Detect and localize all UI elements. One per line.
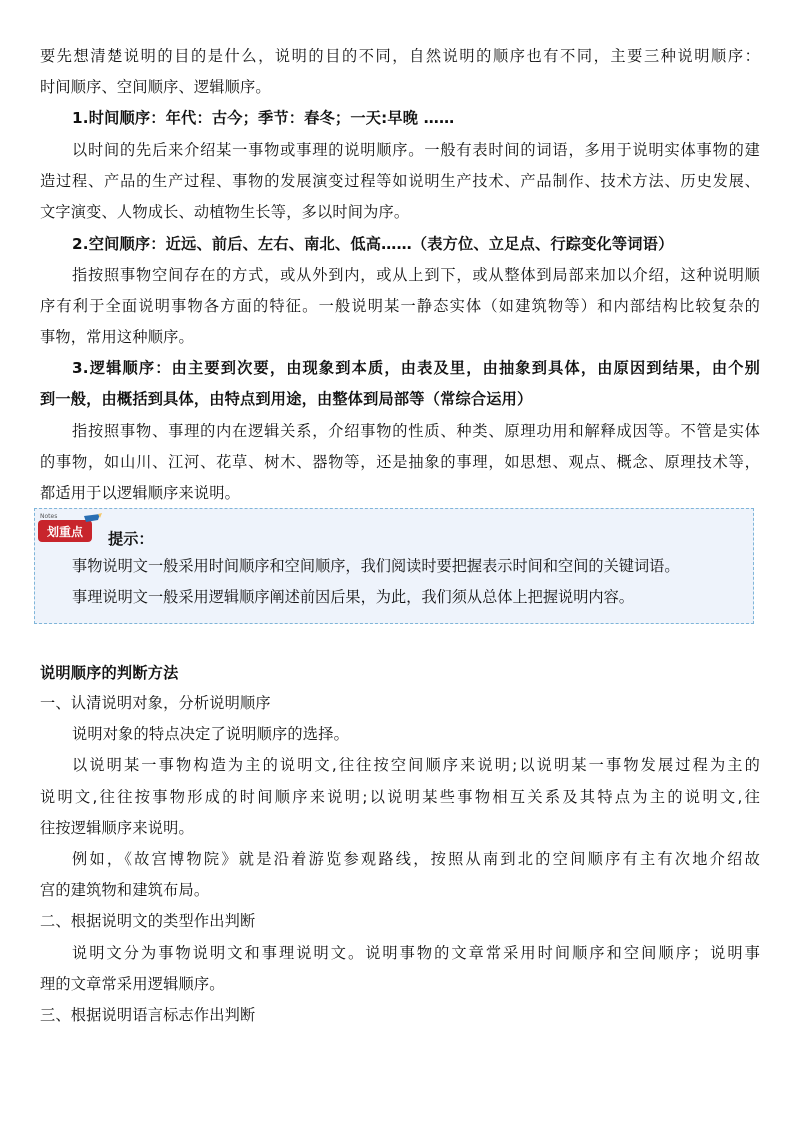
- tip-label: 提示：: [108, 530, 154, 548]
- space-order-body-1: 指按照事物空间存在的方式，或从外到内，或从上到下，或从整体到局部来加以介绍，这种说明顺: [72, 266, 760, 284]
- method-s1-body-4: 往按逻辑顺序来说明。: [40, 819, 194, 837]
- space-order-body-3: 事物，常用这种顺序。: [40, 328, 194, 346]
- time-order-body-3: 文字演变、人物成长、动植物生长等，多以时间为序。: [40, 203, 410, 221]
- method-s1-body-5: 例如，《故宫博物院》就是沿着游览参观路线，按照从南到北的空间顺序有主有次地介绍故: [72, 850, 760, 868]
- badge-pencil-icon: [36, 512, 104, 546]
- tip-line-1: 事物说明文一般采用时间顺序和空间顺序，我们阅读时要把握表示时间和空间的关键词语。: [72, 557, 680, 575]
- method-s2-body-1: 说明文分为事物说明文和事理说明文。说明事物的文章常采用时间顺序和空间顺序；说明事: [72, 944, 760, 962]
- method-s2-heading: 二、根据说明文的类型作出判断: [40, 912, 256, 930]
- time-order-body-1: 以时间的先后来介绍某一事物或事理的说明顺序。一般有表时间的词语，多用于说明实体事物的建: [72, 141, 760, 159]
- intro-line-1: 要先想清楚说明的目的是什么，说明的目的不同，自然说明的顺序也有不同，主要三种说明顺序：: [40, 47, 760, 65]
- svg-text:Notes: Notes: [40, 513, 58, 520]
- badge-text: 划重点: [46, 525, 84, 539]
- logic-order-heading-2: 到一般，由概括到具体，由特点到用途，由整体到局部等（常综合运用）: [40, 390, 533, 408]
- logic-order-heading-1: 3.逻辑顺序：由主要到次要，由现象到本质，由表及里，由抽象到具体，由原因到结果，由个别: [72, 359, 760, 377]
- method-s2-body-2: 理的文章常采用逻辑顺序。: [40, 975, 225, 993]
- space-order-heading: 2.空间顺序：近远、前后、左右、南北、低高……（表方位、立足点、行踪变化等词语）: [72, 235, 674, 253]
- time-order-body-2: 造过程、产品的生产过程、事物的发展演变过程等如说明生产技术、产品制作、技术方法、历史发展、: [40, 172, 760, 190]
- method-s3-heading: 三、根据说明语言标志作出判断: [40, 1006, 256, 1024]
- tip-line-2: 事理说明文一般采用逻辑顺序阐述前因后果，为此，我们须从总体上把握说明内容。: [72, 588, 634, 606]
- method-s1-body-3: 说明文,往往按事物形成的时间顺序来说明;以说明某些事物相互关系及其特点为主的说明文,往: [40, 788, 760, 806]
- space-order-body-2: 序有利于全面说明事物各方面的特征。一般说明某一静态实体（如建筑物等）和内部结构比较复杂的: [40, 297, 760, 315]
- method-s1-body-6: 宫的建筑物和建筑布局。: [40, 881, 210, 899]
- intro-line-2: 时间顺序、空间顺序、逻辑顺序。: [40, 78, 271, 96]
- time-order-heading: 1.时间顺序：年代：古今；季节：春冬；一天:早晚 ……: [72, 109, 455, 127]
- logic-order-body-2: 的事物，如山川、江河、花草、树木、器物等，还是抽象的事理，如思想、观点、概念、原理技术等，: [40, 453, 760, 471]
- method-s1-body-2: 以说明某一事物构造为主的说明文,往往按空间顺序来说明;以说明某一事物发展过程为主的: [72, 756, 760, 774]
- logic-order-body-3: 都适用于以逻辑顺序来说明。: [40, 484, 241, 502]
- method-s1-body-1: 说明对象的特点决定了说明顺序的选择。: [72, 725, 349, 743]
- method-title: 说明顺序的判断方法: [40, 664, 179, 682]
- logic-order-body-1: 指按照事物、事理的内在逻辑关系，介绍事物的性质、种类、原理功用和解释成因等。不管是实体: [72, 422, 760, 440]
- method-s1-heading: 一、认清说明对象，分析说明顺序: [40, 694, 271, 712]
- highlight-badge: [36, 512, 104, 546]
